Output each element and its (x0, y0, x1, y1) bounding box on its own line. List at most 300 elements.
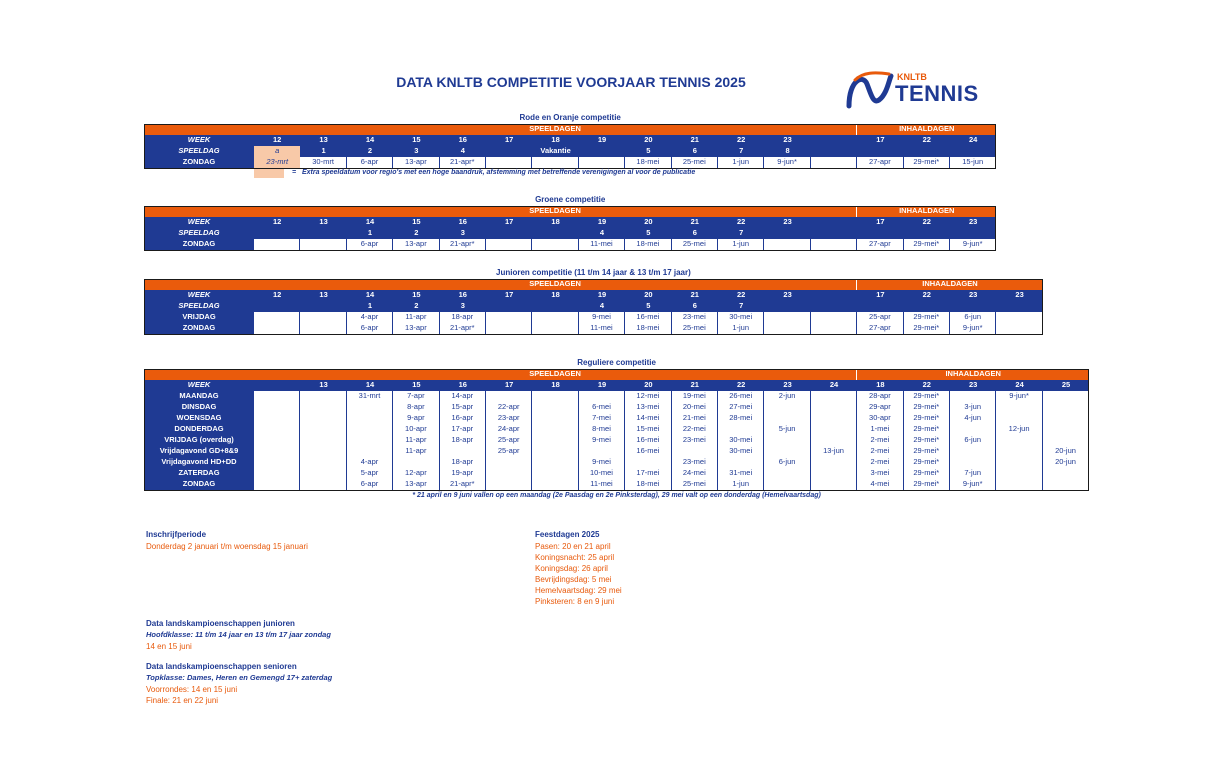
table-cell (254, 413, 300, 424)
table-cell (811, 413, 857, 424)
table-cell: 25-apr (486, 446, 532, 457)
table-cell: 7 (718, 301, 764, 312)
table-cell: 5-apr (347, 468, 393, 479)
table-cell: 4-jun (950, 413, 996, 424)
table-cell (764, 413, 810, 424)
table-cell: 2-mei (857, 446, 903, 457)
table-cell (300, 239, 346, 250)
table-cell (811, 435, 857, 446)
table-cell: 22 (718, 290, 764, 301)
table-cell (532, 479, 578, 490)
table-cell (532, 391, 578, 402)
table-cell: 1 (347, 228, 393, 239)
table-cell: 23 (996, 290, 1042, 301)
table-cell (811, 217, 857, 228)
table-cell (764, 228, 810, 239)
table-cell (811, 301, 857, 312)
logo-knltb-text: KNLTB (897, 72, 927, 82)
table-cell (486, 239, 532, 250)
feestdag-item: Koningsdag: 26 april (535, 564, 608, 573)
table-cell: 9-jun* (950, 239, 996, 250)
table-cell (811, 424, 857, 435)
table-cell: 22 (718, 380, 764, 391)
inhaaldagen-header: INHAALDAGEN (857, 369, 1089, 380)
table-cell (440, 446, 486, 457)
table-cell: 25-mei (672, 479, 718, 490)
table-cell: 16-mei (625, 312, 671, 323)
table-cell: 20 (625, 135, 671, 146)
table-cell: 29-mei* (904, 413, 950, 424)
table-cell (950, 424, 996, 435)
row-label: SPEELDAG (144, 301, 254, 312)
table-cell: 9-mei (579, 457, 625, 468)
table-cell (579, 391, 625, 402)
feestdag-item: Pasen: 20 en 21 april (535, 542, 611, 551)
table-cell: 29-mei* (904, 446, 950, 457)
table-cell: 25-apr (486, 435, 532, 446)
senioren-line: Voorrondes: 14 en 15 juni (146, 685, 238, 694)
table-cell (904, 228, 950, 239)
table-cell (811, 468, 857, 479)
table-cell: 9-jun* (950, 479, 996, 490)
table-cell: 2 (393, 301, 439, 312)
table-cell: 29-mei* (904, 239, 950, 250)
speeldagen-header: SPEELDAGEN (254, 206, 856, 217)
table-cell (393, 457, 439, 468)
table-cell: 5 (625, 301, 671, 312)
table-cell: 2 (393, 228, 439, 239)
table-cell: 18-apr (440, 312, 486, 323)
feestdagen-list (535, 541, 622, 607)
table-cell (486, 468, 532, 479)
table-cell: 29-mei* (904, 424, 950, 435)
table-cell: 28-apr (857, 391, 903, 402)
table-cell (904, 301, 950, 312)
row-label: ZATERDAG (144, 468, 254, 479)
table-cell (254, 239, 300, 250)
table-cell: 21-apr* (440, 239, 486, 250)
table-cell (718, 457, 764, 468)
table-cell: 19-apr (440, 468, 486, 479)
table-cell: 18-mei (625, 323, 671, 334)
table-cell (300, 301, 346, 312)
section-title: Rode en Oranje competitie (519, 113, 621, 122)
table-cell (811, 323, 857, 334)
table-cell (579, 446, 625, 457)
table-cell: 7-mei (579, 413, 625, 424)
table-cell: 14-mei (625, 413, 671, 424)
table-cell: 17-mei (625, 468, 671, 479)
table-cell: 31-mei (718, 468, 764, 479)
table-cell (950, 391, 996, 402)
table-cell (300, 391, 346, 402)
table-cell: 11-mei (579, 479, 625, 490)
table-cell: 22 (904, 217, 950, 228)
table-cell: 18 (857, 380, 903, 391)
table-cell: 6 (672, 301, 718, 312)
table-cell: 23-mrt (254, 157, 300, 168)
row-label: DINSDAG (144, 402, 254, 413)
table-cell (764, 323, 810, 334)
table-cell: 4 (579, 301, 625, 312)
table-cell (764, 468, 810, 479)
table-cell: 30-apr (857, 413, 903, 424)
table-cell (625, 457, 671, 468)
table-cell: 15-apr (440, 402, 486, 413)
table-cell: 12-apr (393, 468, 439, 479)
footnote: * 21 april en 9 juni vallen op een maandag (2e Paasdag en 2e Pinksterdag), 29 mei valt op een donderdag (Hemelvaartsdag) (412, 492, 821, 499)
table-cell (811, 312, 857, 323)
table-cell (950, 301, 996, 312)
table-cell: 18-apr (440, 457, 486, 468)
table-cell: 23 (950, 217, 996, 228)
table-cell: 1 (300, 146, 346, 157)
senioren-sub: Topklasse: Dames, Heren en Gemengd 17+ zaterdag (146, 673, 333, 682)
table-cell: 21 (672, 217, 718, 228)
table-cell (764, 301, 810, 312)
table-cell: 23 (950, 380, 996, 391)
row-label: DONDERDAG (144, 424, 254, 435)
table-cell: 29-mei* (904, 457, 950, 468)
table-cell: 9-mei (579, 435, 625, 446)
table-cell: 18-mei (625, 239, 671, 250)
table-cell (486, 157, 532, 168)
table-cell: 8 (764, 146, 810, 157)
table-cell: 15-mei (625, 424, 671, 435)
table-cell: 2-jun (764, 391, 810, 402)
inhaaldagen-header: INHAALDAGEN (857, 206, 996, 217)
table-cell (532, 402, 578, 413)
table-cell (996, 312, 1042, 323)
inhaaldagen-header: INHAALDAGEN (857, 124, 996, 135)
table-cell: 17 (486, 380, 532, 391)
table-cell (254, 435, 300, 446)
table-cell (950, 228, 996, 239)
table-cell: 11-apr (393, 435, 439, 446)
table-cell: 27-mei (718, 402, 764, 413)
table-cell (532, 228, 578, 239)
table-cell: 3 (440, 228, 486, 239)
header-spacer (144, 124, 254, 135)
header-spacer (144, 369, 254, 380)
table-cell: 21-apr* (440, 157, 486, 168)
table-cell: 29-mei* (904, 479, 950, 490)
table-cell (532, 312, 578, 323)
table-cell (486, 457, 532, 468)
table-cell (1043, 479, 1089, 490)
table-cell: 2-mei (857, 435, 903, 446)
table-cell: 22 (904, 135, 950, 146)
table-cell: 22-mei (672, 424, 718, 435)
table-cell: 17-apr (440, 424, 486, 435)
table-cell: 3 (440, 301, 486, 312)
table-cell: 4 (579, 228, 625, 239)
table-cell: 29-mei* (904, 468, 950, 479)
row-label: WEEK (144, 380, 254, 391)
table-cell: 22 (718, 217, 764, 228)
table-cell: 23 (764, 290, 810, 301)
table-cell: 7-jun (950, 468, 996, 479)
inschrijf-text: Donderdag 2 januari t/m woensdag 15 januari (146, 542, 308, 551)
table-cell: 14 (347, 380, 393, 391)
table-cell: 13-apr (393, 323, 439, 334)
table-cell: 25-mei (672, 157, 718, 168)
table-cell (950, 446, 996, 457)
table-cell: 10-apr (393, 424, 439, 435)
feestdag-item: Koningsnacht: 25 april (535, 553, 615, 562)
table-cell (532, 424, 578, 435)
table-cell (857, 146, 903, 157)
table-cell (300, 413, 346, 424)
table-cell: 11-mei (579, 323, 625, 334)
table-cell: 18-apr (440, 435, 486, 446)
table-cell: 6-apr (347, 479, 393, 490)
table-cell: 1-jun (718, 239, 764, 250)
table-cell: 22-apr (486, 402, 532, 413)
table-cell: 23-mei (672, 457, 718, 468)
table-cell: 23 (950, 290, 996, 301)
table-cell: 11-apr (393, 312, 439, 323)
table-cell: 22 (718, 135, 764, 146)
row-label: ZONDAG (144, 157, 254, 168)
table-cell (1043, 391, 1089, 402)
table-cell: 18 (532, 290, 578, 301)
table-cell: 13-apr (393, 239, 439, 250)
table-cell: 9-jun* (950, 323, 996, 334)
table-cell (579, 157, 625, 168)
table-cell (811, 146, 857, 157)
table-cell (811, 457, 857, 468)
table-cell: 22 (904, 290, 950, 301)
row-label: ZONDAG (144, 479, 254, 490)
table-cell (300, 479, 346, 490)
table-cell: 15-jun (950, 157, 996, 168)
table-cell (486, 146, 532, 157)
table-cell (300, 446, 346, 457)
table-cell: 29-mei* (904, 157, 950, 168)
table-cell: 29-mei* (904, 323, 950, 334)
table-cell: 9-mei (579, 312, 625, 323)
table-cell: 28-mei (718, 413, 764, 424)
table-cell (254, 301, 300, 312)
table-cell: 25 (1043, 380, 1089, 391)
table-cell (347, 402, 393, 413)
table-cell: 6 (672, 228, 718, 239)
table-cell (996, 323, 1042, 334)
table-cell: 4-mei (857, 479, 903, 490)
table-cell: 4-apr (347, 457, 393, 468)
table-cell: 18 (532, 135, 578, 146)
table-cell: 9-jun* (996, 391, 1042, 402)
table-cell: 6-mei (579, 402, 625, 413)
table-cell: 24 (811, 380, 857, 391)
header-spacer (144, 206, 254, 217)
table-cell: 15 (393, 290, 439, 301)
table-cell: 29-apr (857, 402, 903, 413)
table-cell (532, 239, 578, 250)
table-cell (811, 135, 857, 146)
junioren-sub: Hoofdklasse: 11 t/m 14 jaar en 13 t/m 17 jaar zondag (146, 630, 331, 639)
table-cell: 13 (300, 217, 346, 228)
table-cell: 25-mei (672, 239, 718, 250)
table-cell (532, 435, 578, 446)
table-cell: 23 (764, 217, 810, 228)
table-cell: 17 (857, 290, 903, 301)
table-cell (996, 402, 1042, 413)
junioren-text: 14 en 15 juni (146, 642, 192, 651)
table-cell: 7-apr (393, 391, 439, 402)
table-cell: 1-jun (718, 157, 764, 168)
table-cell (254, 228, 300, 239)
table-cell: 29-mei* (904, 435, 950, 446)
feestdag-item: Hemelvaartsdag: 29 mei (535, 586, 622, 595)
table-cell: 23-mei (672, 312, 718, 323)
table-cell: 7 (718, 146, 764, 157)
table-cell: 23 (764, 380, 810, 391)
table-cell (254, 312, 300, 323)
table-cell (486, 479, 532, 490)
table-cell: 7 (718, 228, 764, 239)
table-cell: 6-jun (764, 457, 810, 468)
table-cell: 4-apr (347, 312, 393, 323)
table-cell (857, 301, 903, 312)
table-cell: 19 (579, 135, 625, 146)
table-cell (996, 446, 1042, 457)
senioren-line: Finale: 21 en 22 juni (146, 696, 219, 705)
table-cell: 16 (440, 380, 486, 391)
table-cell (996, 457, 1042, 468)
table-cell: 27-apr (857, 239, 903, 250)
table-cell: 24 (950, 135, 996, 146)
table-cell: 13 (300, 380, 346, 391)
table-cell: 13 (300, 135, 346, 146)
table-cell: 21 (672, 290, 718, 301)
table-cell: 17 (486, 290, 532, 301)
table-cell: 6-jun (950, 435, 996, 446)
table-cell: 20-mei (672, 402, 718, 413)
table-cell (300, 468, 346, 479)
table-cell: 21 (672, 135, 718, 146)
table-cell: 26-mei (718, 391, 764, 402)
table-cell (1043, 424, 1089, 435)
table-cell (486, 323, 532, 334)
table-cell: 16-apr (440, 413, 486, 424)
legend-text: Extra speeldatum voor regio's met een hoge baandruk, afstemming met betreffende verenigingen al voor de publicatie (302, 169, 696, 176)
row-label: MAANDAG (144, 391, 254, 402)
table-cell: 15 (393, 380, 439, 391)
table-cell (300, 457, 346, 468)
table-cell: 24-apr (486, 424, 532, 435)
table-cell: 19 (579, 290, 625, 301)
table-cell: 16-mei (625, 435, 671, 446)
table-cell: 1-jun (718, 479, 764, 490)
feestdagen-heading: Feestdagen 2025 (535, 530, 600, 539)
table-cell (300, 323, 346, 334)
table-cell: 13-jun (811, 446, 857, 457)
feestdag-item: Bevrijdingsdag: 5 mei (535, 575, 612, 584)
junioren-heading: Data landskampioenschappen junioren (146, 619, 295, 628)
table-cell (532, 457, 578, 468)
table-cell: 9-jun* (764, 157, 810, 168)
table-cell: 18-mei (625, 157, 671, 168)
table-cell: 30-mei (718, 435, 764, 446)
table-cell (532, 413, 578, 424)
table-cell: 1-mei (857, 424, 903, 435)
table-cell (811, 157, 857, 168)
table-cell: 25-apr (857, 312, 903, 323)
table-cell: 3-mei (857, 468, 903, 479)
table-cell (811, 402, 857, 413)
logo-tennis-text: TENNIS (895, 81, 979, 106)
table-cell (996, 435, 1042, 446)
table-cell: 15 (393, 217, 439, 228)
table-cell (486, 301, 532, 312)
table-cell: 13-mei (625, 402, 671, 413)
header-spacer (144, 279, 254, 290)
table-cell (300, 228, 346, 239)
table-cell (811, 290, 857, 301)
table-cell: 10-mei (579, 468, 625, 479)
table-cell: 20 (625, 380, 671, 391)
table-cell: 17 (857, 217, 903, 228)
table-cell (486, 228, 532, 239)
table-cell (254, 402, 300, 413)
table-cell: 21-mei (672, 413, 718, 424)
feestdag-item: Pinksteren: 8 en 9 juni (535, 597, 615, 606)
table-cell (950, 457, 996, 468)
table-cell: 20 (625, 217, 671, 228)
table-cell: 21 (672, 380, 718, 391)
table-cell: 30-mrt (300, 157, 346, 168)
table-cell: 8-mei (579, 424, 625, 435)
table-cell: 5-jun (764, 424, 810, 435)
table-cell: 6-apr (347, 239, 393, 250)
table-cell (764, 435, 810, 446)
row-label: WOENSDAG (144, 413, 254, 424)
table-cell (672, 446, 718, 457)
table-cell (579, 146, 625, 157)
table-cell: 25-mei (672, 323, 718, 334)
table-cell (811, 228, 857, 239)
table-cell: 1 (347, 301, 393, 312)
table-cell: 11-mei (579, 239, 625, 250)
table-cell (764, 446, 810, 457)
table-cell (764, 239, 810, 250)
knltb-logo (845, 70, 979, 110)
table-cell: 27-apr (857, 157, 903, 168)
tennis-swoosh-icon (845, 70, 895, 110)
table-cell (532, 446, 578, 457)
table-cell: 17 (857, 135, 903, 146)
table-cell: 2-mei (857, 457, 903, 468)
table-cell: 5 (625, 228, 671, 239)
section-title: Reguliere competitie (577, 358, 656, 367)
table-cell: 18-mei (625, 479, 671, 490)
table-cell (996, 413, 1042, 424)
table-cell (996, 468, 1042, 479)
table-cell (532, 301, 578, 312)
table-cell (254, 323, 300, 334)
table-cell: 21-apr* (440, 323, 486, 334)
table-cell (532, 468, 578, 479)
table-cell (254, 457, 300, 468)
table-cell: 20-jun (1043, 446, 1089, 457)
table-cell: 20 (625, 290, 671, 301)
table-cell: 31-mrt (347, 391, 393, 402)
table-cell (857, 228, 903, 239)
table-cell (486, 312, 532, 323)
table-cell: 20-jun (1043, 457, 1089, 468)
